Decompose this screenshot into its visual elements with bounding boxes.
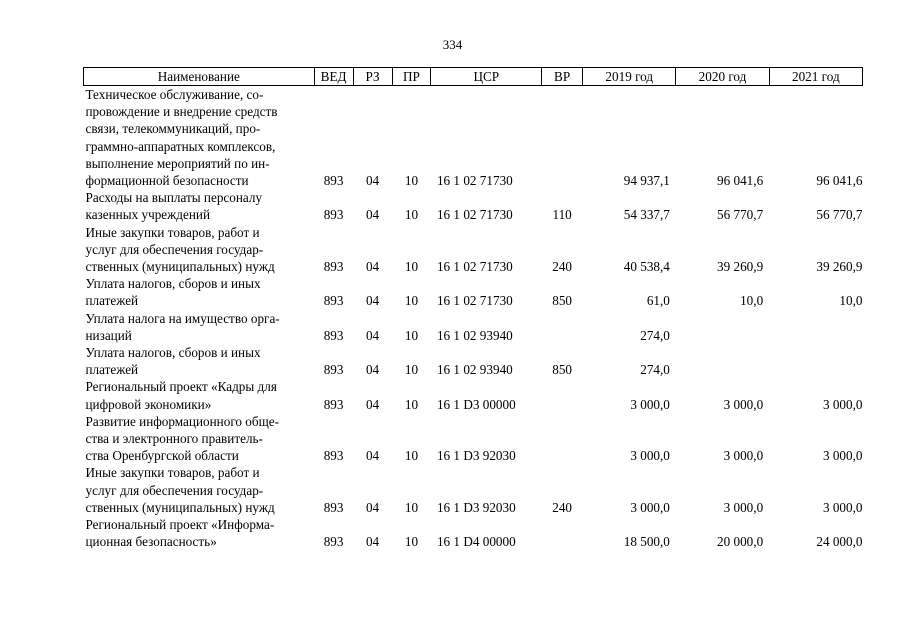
row-rz: 04 [365,448,380,464]
row-2021: 3 000,0 [822,499,863,515]
row-ved: 893 [323,499,344,515]
table-header-row [84,68,863,86]
row-ved: 893 [323,362,344,378]
table-row [84,275,863,309]
table-body [84,86,863,551]
header-2020: 2020 год [676,68,769,86]
row-name: Уплата налогов, сборов и иных платежей [85,345,261,378]
row-pr: 10 [404,327,419,343]
table-row [84,378,863,412]
row-rz: 04 [365,259,380,275]
row-csr: 16 1 D4 00000 [436,534,516,550]
row-rz: 04 [365,499,380,515]
header-vr: ВР [542,68,583,86]
row-csr: 16 1 02 71730 [436,259,513,275]
row-2019: 94 937,1 [623,173,670,189]
header-ved: ВЕД [314,68,353,86]
row-pr: 10 [404,362,419,378]
table-row [84,224,863,276]
row-pr: 10 [404,259,419,275]
row-name: Уплата налога на имущество орга- низаций [85,310,280,343]
row-ved: 893 [323,534,344,550]
row-2020: 56 770,7 [717,207,764,223]
row-vr: 240 [552,499,573,515]
row-2021: 24 000,0 [816,534,863,550]
row-rz: 04 [365,534,380,550]
row-csr: 16 1 02 71730 [436,207,513,223]
row-rz: 04 [365,207,380,223]
row-name: Развитие информационного обще- ства и электронного правитель- ства Оренбургской области [85,413,279,464]
header-rz: РЗ [353,68,392,86]
header-pr: ПР [392,68,431,86]
row-2019: 3 000,0 [630,499,670,515]
row-2021: 3 000,0 [822,396,863,412]
table-row [84,516,863,550]
row-2019: 3 000,0 [630,396,670,412]
table-row [84,86,863,190]
row-csr: 16 1 02 71730 [436,293,513,309]
row-2020: 96 041,6 [717,173,764,189]
row-2019: 3 000,0 [630,448,670,464]
row-vr [542,516,583,550]
row-csr: 16 1 02 93940 [436,362,513,378]
row-name: Иные закупки товаров, работ и услуг для обеспечения государ- ственных (муниципальных) нужд [85,465,275,515]
row-ved: 893 [323,173,344,189]
row-2019: 274,0 [640,362,670,378]
row-2021 [769,310,862,344]
row-2021: 96 041,6 [816,173,863,189]
row-2021: 56 770,7 [816,207,863,223]
row-rz: 04 [365,396,380,412]
row-vr: 850 [552,362,573,378]
header-2019: 2019 год [583,68,676,86]
budget-table [83,67,863,550]
row-rz: 04 [365,293,380,309]
table-row [84,189,863,223]
row-ved: 893 [323,448,344,464]
row-ved: 893 [323,327,344,343]
table-row [84,413,863,465]
row-vr [542,86,583,190]
row-2021 [769,344,862,378]
row-2020: 10,0 [740,293,764,309]
row-vr: 240 [552,259,573,275]
row-csr: 16 1 D3 00000 [436,396,516,412]
header-name: Наименование [84,68,315,86]
row-2021: 39 260,9 [816,259,863,275]
row-vr: 110 [552,207,572,223]
row-csr: 16 1 D3 92030 [436,448,516,464]
row-pr: 10 [404,396,419,412]
row-rz: 04 [365,173,380,189]
row-name: Техническое обслуживание, со- провождение и внедрение средств связи, телекоммуникаций, про- граммно-аппаратных комплексов, выполнение мероприятий по ин- формационной безопасности [85,87,278,189]
row-rz: 04 [365,362,380,378]
row-csr: 16 1 02 71730 [436,173,513,189]
row-pr: 10 [404,293,419,309]
row-ved: 893 [323,293,344,309]
header-2021: 2021 год [769,68,862,86]
row-name: Региональный проект «Кадры для цифровой экономики» [85,379,277,412]
table-row [84,344,863,378]
row-pr: 10 [404,173,419,189]
row-2020: 39 260,9 [717,259,764,275]
row-name: Региональный проект «Информа- ционная безопасность» [85,517,275,550]
row-name: Уплата налогов, сборов и иных платежей [85,276,261,309]
row-2020 [676,344,769,378]
row-vr: 850 [552,293,573,309]
row-csr: 16 1 D3 92030 [436,499,516,515]
row-2019: 40 538,4 [623,259,670,275]
page-number: 334 [442,37,463,52]
row-pr: 10 [404,499,419,515]
row-name: Иные закупки товаров, работ и услуг для обеспечения государ- ственных (муниципальных) нужд [85,224,275,275]
row-ved: 893 [323,207,344,223]
row-2021: 10,0 [839,293,863,309]
row-2020: 3 000,0 [723,396,764,412]
row-csr: 16 1 02 93940 [436,327,513,343]
row-2019: 61,0 [646,293,670,309]
table-row [84,464,863,516]
row-2020 [676,310,769,344]
row-2021: 3 000,0 [822,448,863,464]
row-rz: 04 [365,327,380,343]
row-2020: 20 000,0 [717,534,764,550]
row-vr [542,413,583,465]
table-row [84,310,863,344]
row-2020: 3 000,0 [723,499,764,515]
row-pr: 10 [404,207,419,223]
row-2019: 274,0 [640,327,670,343]
row-vr [542,378,583,412]
row-ved: 893 [323,259,344,275]
row-2020: 3 000,0 [723,448,764,464]
header-csr: ЦСР [431,68,542,86]
row-name: Расходы на выплаты персоналу казенных учреждений [85,190,263,223]
row-vr [542,310,583,344]
row-2019: 54 337,7 [623,207,670,223]
row-pr: 10 [404,534,419,550]
row-ved: 893 [323,396,344,412]
row-2019: 18 500,0 [623,534,670,550]
row-pr: 10 [404,448,419,464]
